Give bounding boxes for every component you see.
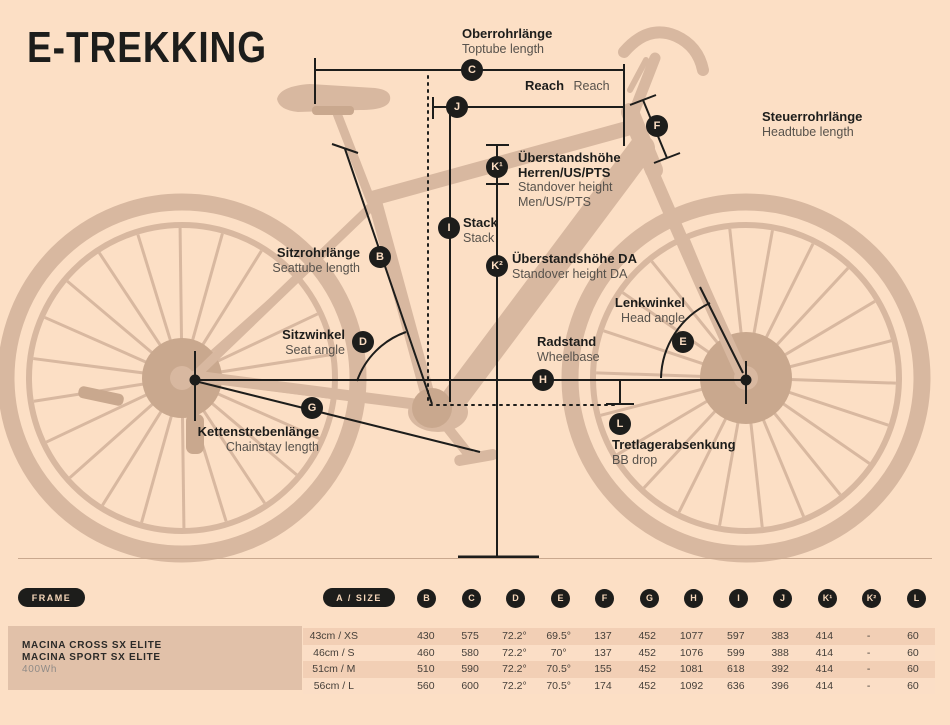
label-head-angle-en: Head angle <box>621 310 685 325</box>
value-cell: 510 <box>417 663 435 676</box>
badge-K2: K² <box>486 255 508 277</box>
label-standover-men <box>518 151 621 209</box>
label-standover-men-de1: Überstandshöhe <box>518 150 621 165</box>
label-bb-drop-en: BB drop <box>612 452 658 467</box>
column-badge-J: J <box>773 589 792 608</box>
value-cell: 60 <box>907 663 919 676</box>
value-cell: - <box>866 630 871 643</box>
badge-K1: K¹ <box>486 156 508 178</box>
frame-model-1: MACINA CROSS SX ELITE <box>22 640 162 651</box>
label-chainstay-en: Chainstay length <box>225 439 319 454</box>
value-cell: 137 <box>594 646 612 659</box>
column-badge-K1: K¹ <box>818 589 837 608</box>
front-axle-dot <box>742 376 751 385</box>
value-cell: 72.2° <box>502 646 527 659</box>
value-cell: 60 <box>907 630 919 643</box>
value-cell: 1077 <box>679 630 704 643</box>
size-cell: 51cm / M <box>312 663 356 676</box>
value-cell: 618 <box>727 663 745 676</box>
badge-H: H <box>532 369 554 391</box>
label-standover-da-de: Überstandshöhe DA <box>512 251 637 266</box>
size-cell: 56cm / L <box>313 679 354 692</box>
value-cell: 414 <box>815 630 834 643</box>
label-standover-men-de2: Herren/US/PTS <box>518 164 611 180</box>
size-cell: 46cm / S <box>313 646 355 659</box>
value-cell: 60 <box>907 646 919 659</box>
label-reach-de: Reach <box>525 78 565 93</box>
value-cell: 430 <box>417 630 435 643</box>
value-cell: - <box>866 663 871 676</box>
value-cell: 383 <box>771 630 789 643</box>
value-cell: 72.2° <box>502 663 527 676</box>
label-chainstay <box>198 425 319 454</box>
label-reach-en: Reach <box>573 79 610 93</box>
size-cell: 43cm / XS <box>309 630 359 643</box>
value-cell: 590 <box>461 663 479 676</box>
value-cell: 69.5° <box>546 630 571 643</box>
value-cell: 600 <box>461 679 479 692</box>
column-badge-G: G <box>640 589 659 608</box>
badge-F: F <box>646 115 668 137</box>
value-cell: 72.2° <box>502 630 527 643</box>
table-row-s <box>303 645 935 662</box>
table-row-l <box>303 678 935 695</box>
label-headtube-de: Steuerrohrlänge <box>762 109 863 124</box>
value-cell: 155 <box>594 663 612 676</box>
value-cell: 575 <box>461 630 479 643</box>
badge-I: I <box>438 217 460 239</box>
column-badge-H: H <box>684 589 703 608</box>
value-cell: 452 <box>638 646 656 659</box>
value-cell: - <box>866 679 871 692</box>
label-seattube <box>272 246 360 275</box>
value-cell: 414 <box>815 646 834 659</box>
label-seattube-de: Sitzrohrlänge <box>276 245 360 260</box>
value-cell: 137 <box>594 630 612 643</box>
badge-B: B <box>369 246 391 268</box>
badge-L: L <box>609 413 631 435</box>
handlebar <box>624 32 703 70</box>
value-cell: 452 <box>638 663 656 676</box>
value-cell: 396 <box>771 679 789 692</box>
column-badge-K2: K² <box>862 589 881 608</box>
value-cell: 1081 <box>679 663 704 676</box>
table-row-m <box>303 661 935 678</box>
frame-model-2: MACINA SPORT SX ELITE <box>22 652 161 663</box>
column-badge-D: D <box>506 589 525 608</box>
value-cell: 70.5° <box>546 663 571 676</box>
seatpost <box>333 103 371 201</box>
label-standover-men-en2: Men/US/PTS <box>518 194 591 209</box>
saddle-rails <box>312 106 354 115</box>
value-cell: 414 <box>815 663 834 676</box>
value-cell: 72.2° <box>502 679 527 692</box>
size-header-pill: A / SIZE <box>323 588 395 607</box>
value-cell: 174 <box>594 679 612 692</box>
frame-header-pill: FRAME <box>18 588 85 607</box>
value-cell: 1076 <box>679 646 704 659</box>
column-badge-E: E <box>551 589 570 608</box>
column-badge-B: B <box>417 589 436 608</box>
ground-line <box>18 558 932 559</box>
chainring <box>412 388 452 428</box>
value-cell: 636 <box>727 679 745 692</box>
rear-axle-dot <box>191 376 200 385</box>
value-cell: 580 <box>461 646 479 659</box>
value-cell: 414 <box>815 679 834 692</box>
value-cell: 452 <box>638 630 656 643</box>
label-head-angle <box>615 296 685 325</box>
frame-model-block <box>8 626 302 690</box>
value-cell: 599 <box>727 646 745 659</box>
label-wheelbase-de: Radstand <box>537 334 597 349</box>
label-seattube-en: Seattube length <box>272 260 360 275</box>
label-bb-drop-de: Tretlagerabsenkung <box>612 437 736 452</box>
value-cell: 392 <box>771 663 789 676</box>
value-cell: 597 <box>727 630 745 643</box>
label-stack <box>463 216 498 245</box>
badge-J: J <box>446 96 468 118</box>
label-wheelbase <box>537 335 600 364</box>
label-chainstay-de: Kettenstrebenlänge <box>197 424 319 439</box>
column-badge-F: F <box>595 589 614 608</box>
value-cell: 70° <box>550 646 567 659</box>
value-cell: 388 <box>771 646 789 659</box>
badge-E: E <box>672 331 694 353</box>
label-seat-angle-en: Seat angle <box>285 342 345 357</box>
column-badge-L: L <box>907 589 926 608</box>
label-reach <box>525 79 610 94</box>
column-badge-C: C <box>462 589 481 608</box>
label-bb-drop <box>612 438 736 467</box>
label-headtube <box>762 110 862 139</box>
page-title: E-TREKKING <box>27 24 268 73</box>
badge-G: G <box>301 397 323 419</box>
table-row-xs <box>303 628 935 645</box>
column-badge-I: I <box>729 589 748 608</box>
battery-capacity: 400Wh <box>22 664 58 675</box>
badge-C: C <box>461 59 483 81</box>
label-head-angle-de: Lenkwinkel <box>614 295 685 310</box>
label-toptube <box>462 27 552 56</box>
label-headtube-en: Headtube length <box>762 124 854 139</box>
label-seat-angle <box>282 328 345 357</box>
value-cell: 460 <box>417 646 435 659</box>
label-standover-men-en1: Standover height <box>518 180 613 194</box>
label-standover-da-en: Standover height DA <box>512 266 628 281</box>
badge-D: D <box>352 331 374 353</box>
value-cell: - <box>866 646 871 659</box>
value-cell: 452 <box>638 679 656 692</box>
label-toptube-en: Toptube length <box>462 41 545 56</box>
label-stack-en: Stack <box>463 230 495 245</box>
value-cell: 70.5° <box>546 679 571 692</box>
label-toptube-de: Oberrohrlänge <box>462 26 553 41</box>
label-wheelbase-en: Wheelbase <box>537 349 600 364</box>
value-cell: 1092 <box>679 679 704 692</box>
label-stack-de: Stack <box>463 215 498 230</box>
value-cell: 60 <box>907 679 919 692</box>
label-seat-angle-de: Sitzwinkel <box>282 327 345 342</box>
label-standover-da <box>512 252 637 281</box>
value-cell: 560 <box>417 679 435 692</box>
